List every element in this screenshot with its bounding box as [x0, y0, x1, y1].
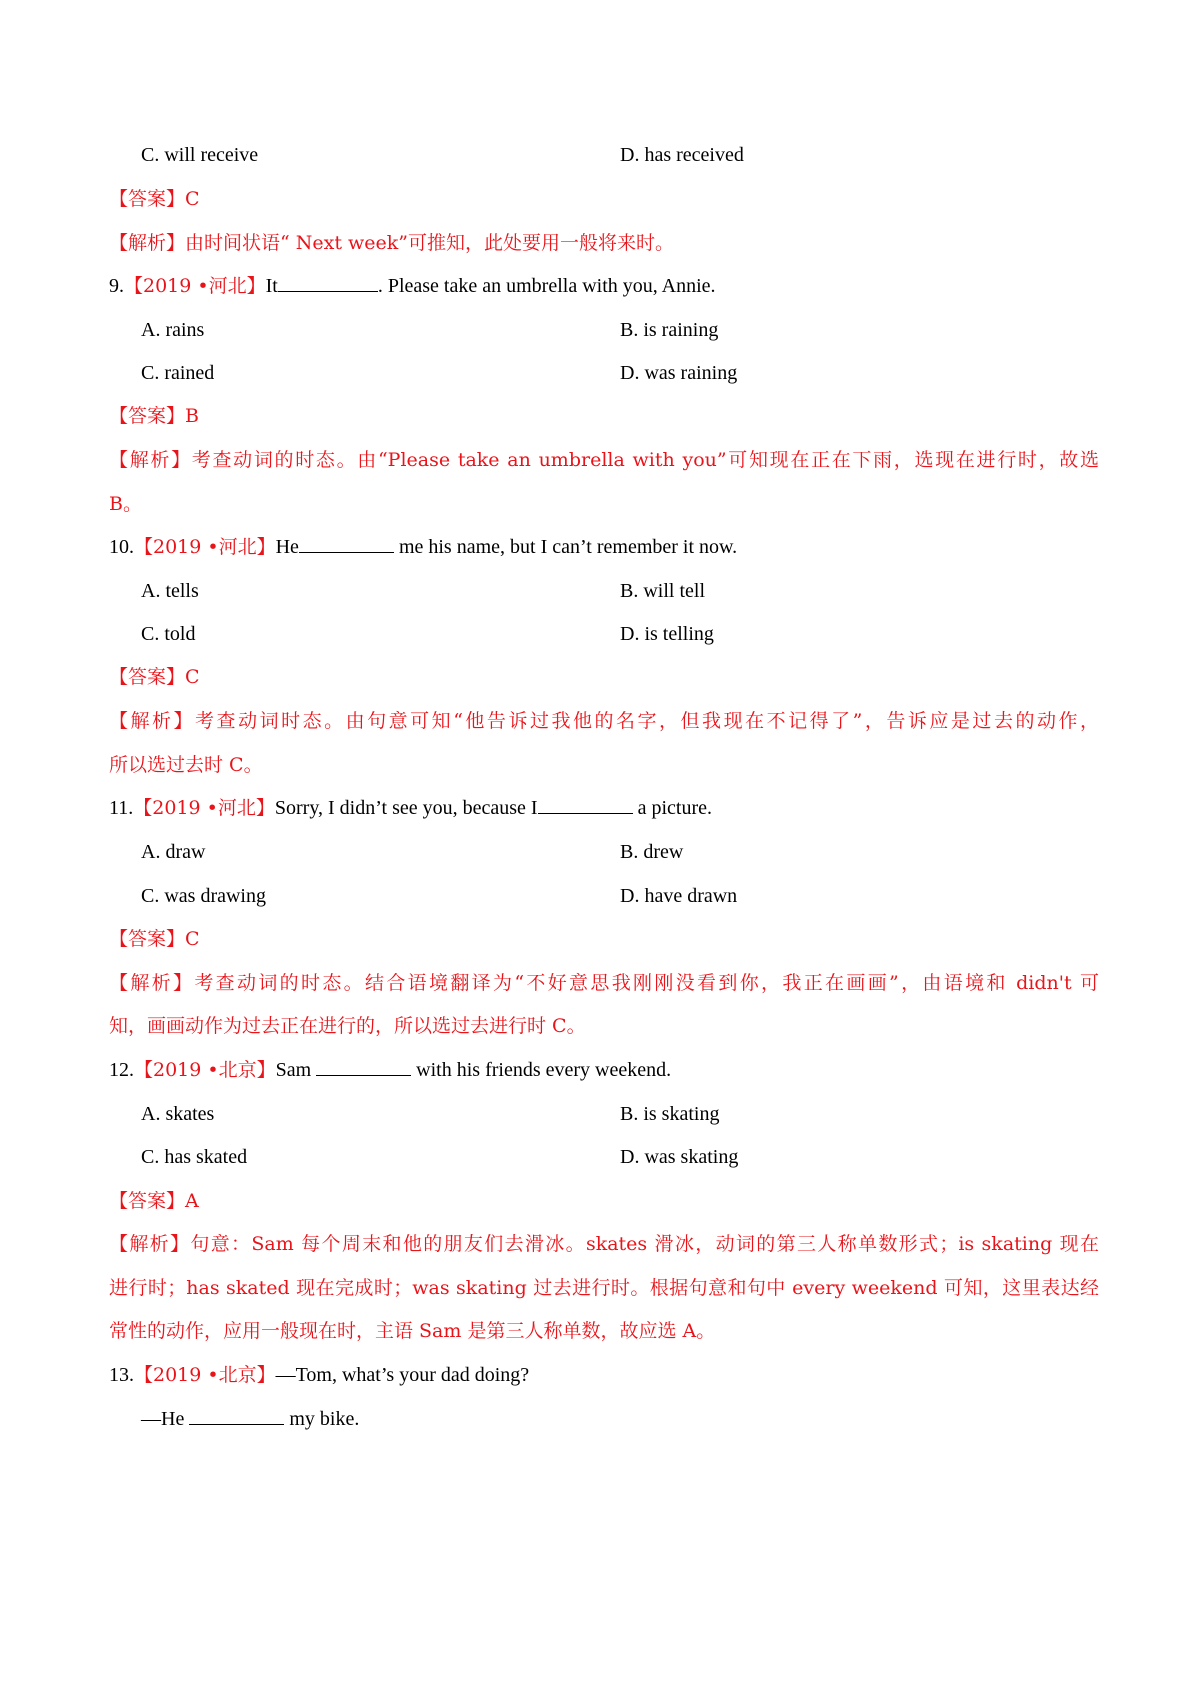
- q10-analysis-line2: 所以选过去时 C。: [109, 754, 263, 776]
- q10-option-d: D. is telling: [620, 623, 714, 645]
- q11-option-b: B. drew: [620, 841, 684, 863]
- q12-analysis-line3: 常性的动作，应用一般现在时，主语 Sam 是第三人称单数，故应选 A。: [109, 1320, 716, 1342]
- q12-stem-after: with his friends every weekend.: [411, 1059, 672, 1081]
- q11-stem-before: Sorry, I didn’t see you, because I: [274, 797, 538, 819]
- q11-source: 【2019 •河北】: [133, 797, 275, 819]
- q9-analysis-line1: 【解析】考查动词的时态。由“Please take an umbrella with you”可知现在正在下雨，选现在进行时，故选: [109, 449, 1099, 471]
- q11-option-c: C. was drawing: [141, 885, 266, 907]
- q10-option-b: B. will tell: [620, 580, 705, 602]
- q9-source: 【2019 •河北】: [124, 275, 266, 297]
- q9-number: 9.: [109, 275, 124, 297]
- q12-analysis-line2: 进行时；has skated 现在完成时；was skating 过去进行时。根据句意和句中 every weekend 可知，这里表达经: [109, 1277, 1099, 1299]
- q12-blank: [316, 1055, 411, 1076]
- q13-reply-after: my bike.: [284, 1408, 360, 1430]
- q13-blank: [189, 1404, 284, 1425]
- q8-option-d: D. has received: [620, 144, 744, 166]
- q10-stem-before: He: [275, 536, 299, 558]
- q11-number: 11.: [109, 797, 134, 819]
- q12-option-d: D. was skating: [620, 1146, 739, 1168]
- q12-option-a: A. skates: [141, 1103, 215, 1125]
- q13-reply: [141, 1404, 1131, 1434]
- q13-stem-text: —Tom, what’s your dad doing?: [275, 1364, 530, 1386]
- q10-option-c: C. told: [141, 623, 196, 645]
- q9-stem-after: . Please take an umbrella with you, Annie.: [377, 275, 716, 297]
- q8-analysis: 【解析】由时间状语“ Next week”可推知，此处要用一般将来时。: [109, 232, 674, 254]
- q12-option-c: C. has skated: [141, 1146, 248, 1168]
- q12-stem-before: Sam: [275, 1059, 317, 1081]
- q9-option-c: C. rained: [141, 362, 215, 384]
- q8-option-c: C. will receive: [141, 144, 259, 166]
- q11-option-a: A. draw: [141, 841, 206, 863]
- q10-stem-after: me his name, but I can’t remember it now.: [393, 536, 738, 558]
- q9-answer: 【答案】B: [109, 405, 199, 427]
- q10-number: 10.: [109, 536, 134, 558]
- q11-stem: [109, 793, 1099, 823]
- q9-stem: [109, 271, 1099, 301]
- q10-option-a: A. tells: [141, 580, 199, 602]
- q11-blank: [538, 793, 633, 814]
- q12-source: 【2019 •北京】: [134, 1059, 276, 1081]
- q12-stem: [109, 1055, 1099, 1085]
- q12-answer: 【答案】A: [109, 1190, 199, 1212]
- q13-reply-before: —He: [141, 1408, 190, 1430]
- q12-number: 12.: [109, 1059, 134, 1081]
- q11-option-d: D. have drawn: [620, 885, 738, 907]
- q10-blank: [299, 532, 394, 553]
- q9-option-d: D. was raining: [620, 362, 738, 384]
- q11-stem-after: a picture.: [632, 797, 712, 819]
- q13-number: 13.: [109, 1364, 134, 1386]
- q9-option-a: A. rains: [141, 319, 205, 341]
- q11-analysis-line1: 【解析】考查动词的时态。结合语境翻译为“不好意思我刚刚没看到你，我正在画画”，由语境和 didn't 可: [109, 972, 1099, 994]
- q10-answer: 【答案】C: [109, 666, 200, 688]
- q13-source: 【2019 •北京】: [134, 1364, 276, 1386]
- q8-answer: 【答案】C: [109, 188, 200, 210]
- q11-analysis-line2: 知，画画动作为过去正在进行的，所以选过去进行时 C。: [109, 1015, 586, 1037]
- q9-blank: [278, 271, 378, 292]
- q11-answer: 【答案】C: [109, 928, 200, 950]
- q9-stem-before: It: [265, 275, 278, 297]
- q10-stem: [109, 532, 1099, 562]
- q10-source: 【2019 •河北】: [134, 536, 276, 558]
- q12-analysis-line1: 【解析】句意：Sam 每个周末和他的朋友们去滑冰。skates 滑冰，动词的第三人称单数形式；is skating 现在: [109, 1233, 1099, 1255]
- q12-option-b: B. is skating: [620, 1103, 720, 1125]
- q9-option-b: B. is raining: [620, 319, 719, 341]
- q9-analysis-line2: B。: [109, 493, 142, 515]
- q10-analysis-line1: 【解析】考查动词时态。由句意可知“他告诉过我他的名字，但我现在不记得了”，告诉应是过去的动作，: [109, 710, 1099, 732]
- q13-stem: [109, 1360, 1099, 1390]
